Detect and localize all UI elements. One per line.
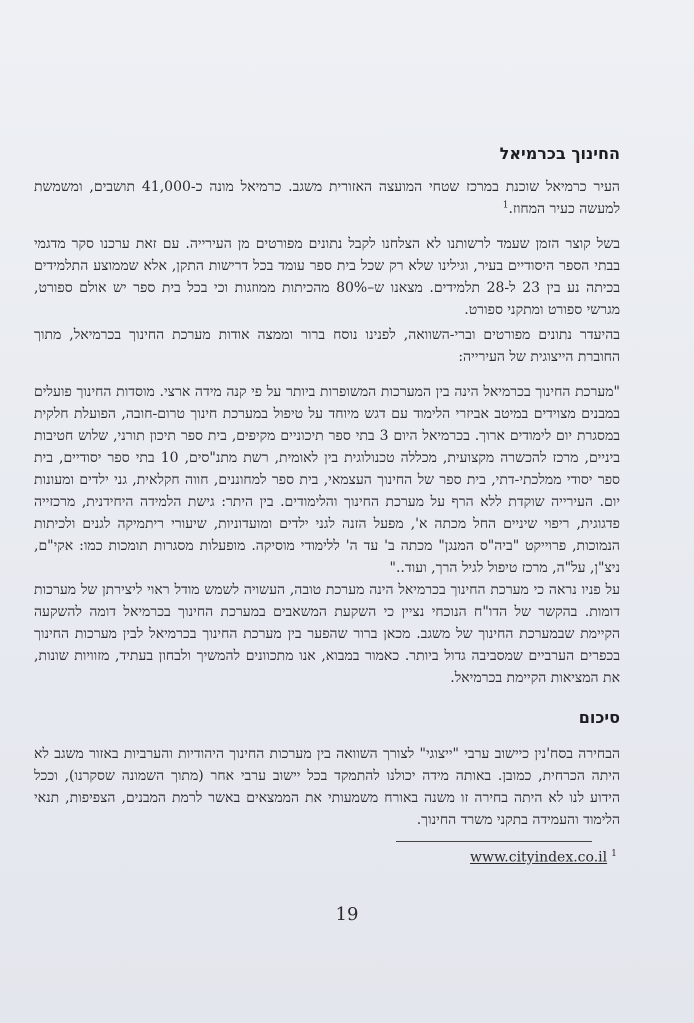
paragraph-quote: "מערכת החינוך בכרמיאל הינה בין המערכות המשופרות ביותר על פי קנה מידה ארצי. מוסדות החינוך פועלים במבנים מצוידים במיטב אביזרי הלימוד עם דגש מיוחד על טיפול במערכת חינוך טרום-חובה, הפועלת חלקית במסגרת יום לימודים ארוך. בכרמיאל היום 3 בתי ספר תיכוניים מקיפים, בית ספר תיכון תורני, שלוש חטיבות ביניים, מרכז להכשרה מקצועית, מכללה טכנולוגית בין לאומית, רשת מתנ"סים, 10 בתי ספר יסודיים, בית ספר יסודי ממלכתי-דתי, בית ספר של החינוך העצמאי, בית ספר למחוננים, חווה חקלאית, גני ילדים ומעונות יום. העירייה שוקדת ללא הרף על מערכת החינוך והלימודים. בין היתר: גישת הלמידה היחידנית, מרכזייה פדגוגית, ריפוי שיניים החל מכתה א', מפעל הזנה לגני ילדים ומועדוניות, שיעורי ריתמיקה לגנים ולכיתות הנמוכות, פרוייקט "ביה"ס המנגן" מכתה ב' עד ה' ללימודי מוסיקה. מופעלות מסגרות תומכות כמו: אקי"ם, ניצ"ן, על"ה, מרכז טיפול לגיל הרך, ועוד..": [34, 384, 621, 576]
paragraph-survey: בשל קוצר הזמן שעמד לרשותנו לא הצלחנו לקבל נתונים מפורטים מן העירייה. עם זאת ערכנו סקר מדגמי בבתי הספר היסודיים בעיר, וגילינו שלא רק שכל בית ספר עומד בכל דרישות התקן, אלא שממוצע התלמידים בכיתה נע בין 23 ל-28 תלמידים. מצאנו ש–80% מהכיתות ממוזגות וכי בכל בית ספר יש אולם ספורט, מגרשי ספורט ומתקני ספורט.: [34, 236, 620, 318]
footnote-number: 1: [611, 849, 617, 859]
section-heading-summary: סיכום: [578, 708, 620, 727]
paragraph-brochure-intro: בהיעדר נתונים מפורטים וברי-השוואה, לפנינו נוסח ברור וממצה אודות מערכת החינוך בכרמיאל, מתוך החוברת הייצוגית של העירייה:: [34, 327, 620, 365]
footnote: [470, 849, 617, 866]
page-number: 19: [335, 904, 359, 925]
footnote-link[interactable]: www.cityindex.co.il: [470, 849, 608, 866]
paragraph-summary: הבחירה בסח'נין כיישוב ערבי "ייצוגי" לצורך השוואה בין מערכות החינוך היהודיות והערביות באזור משגב לא היתה הכרחית, כמובן. באותה מידה יכולנו להתמקד בכל יישוב ערבי אחר (מתוך השמונה שסקרנו), וככל הידוע לנו לא היתה בחירה זו משנה באורח משמעותי את הממצאים באשר לרמת המבנים, הצפיפות, תנאי הלימוד והעמידה בתקני משרד החינוך.: [34, 746, 620, 828]
footnote-divider: [396, 841, 592, 842]
paragraph-intro-text: העיר כרמיאל שוכנת במרכז שטחי המועצה האזורית משגב. כרמיאל מונה כ-41,000 תושבים, ומשמשת למעשה כעיר המחוז.: [34, 179, 620, 217]
section-heading-education-karmiel: החינוך בכרמיאל: [499, 144, 620, 163]
paragraph-assessment: על פניו נראה כי מערכת החינוך בכרמיאל הינה מערכת טובה, העשויה לשמש מודל ראוי ליצירתן של מערכות דומות. בהקשר של הדו"ח הנוכחי נציין כי השקעת המשאבים במערכת החינוך בכרמיאל דומה להשקעה הקיימת שבמערכת החינוך של משגב. מכאן ברור שהפער בין מערכת החינוך בכרמיאל לבין מערכות החינוך בכפרים הערביים שמסביבה גדול ביותר. כאמור במבוא, אנו מתכוונים להמשיך ולבחון בעתיד, מזוויות שונות, את המציאות הקיימת בכרמיאל.: [34, 582, 620, 686]
paragraph-intro: [34, 176, 620, 220]
footnote-reference[interactable]: 1: [502, 200, 509, 211]
